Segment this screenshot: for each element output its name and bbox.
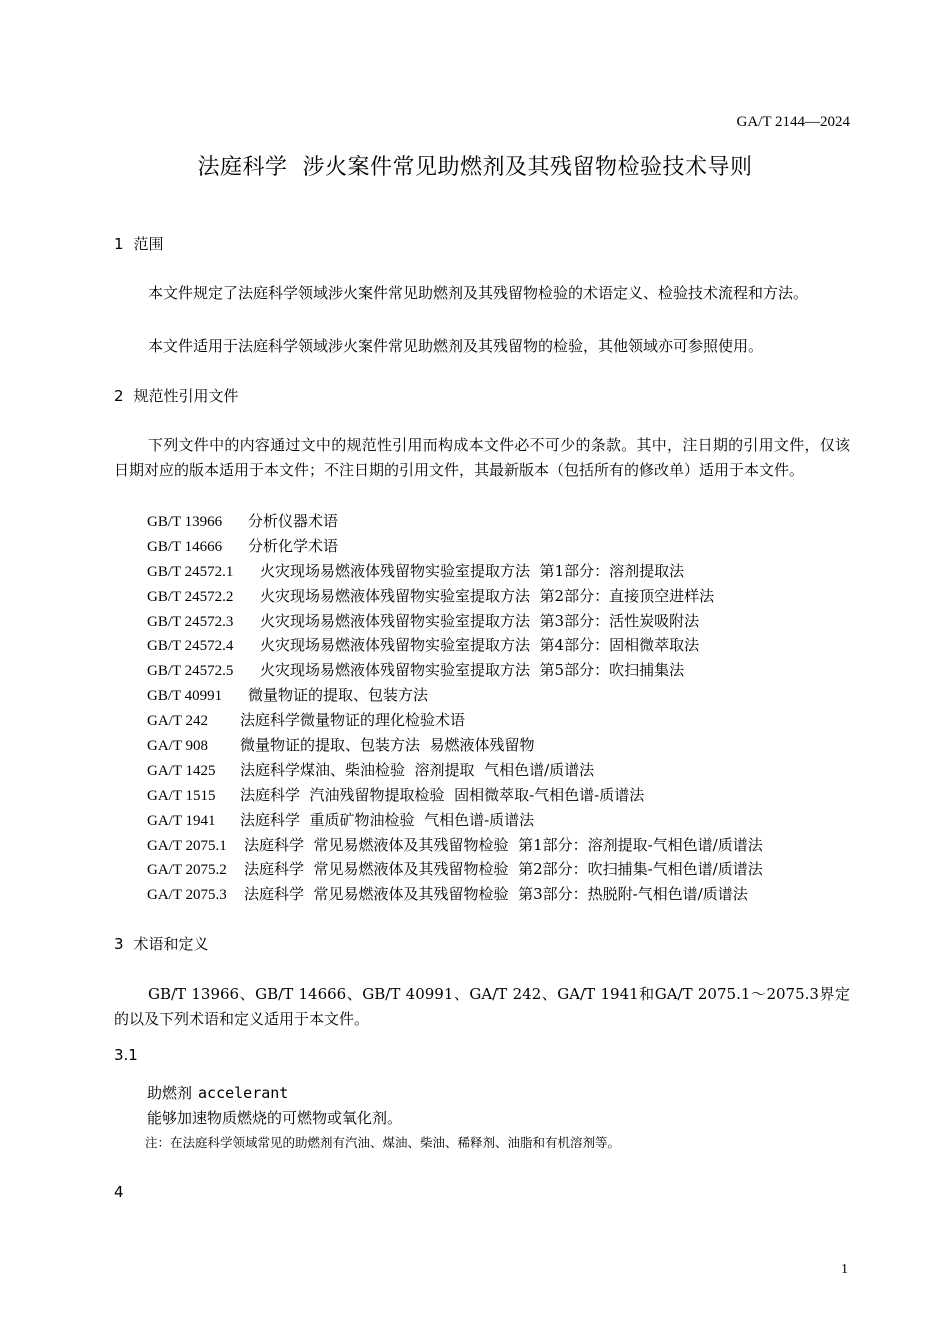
reference-code: GB/T 14666 (147, 538, 223, 555)
section-number: 2 (114, 387, 124, 405)
reference-title: 火灾现场易燃液体残留物实验室提取方法 第2部分：直接顶空进样法 (260, 586, 715, 605)
reference-item (147, 783, 763, 808)
reference-code: GA/T 1515 (147, 787, 216, 804)
reference-title: 法庭科学 常见易燃液体及其残留物检验 第3部分：热脱附-气相色谱/质谱法 (244, 885, 748, 904)
page-number: 1 (841, 1262, 848, 1277)
section-3-intro: GB/T 13966、GB/T 14666、GB/T 40991、GA/T 242、GA/T 1941和GA/T 2075.1～2075.3界定的以及下列术语和定义适用于本文件。 (114, 985, 850, 1028)
reference-item (147, 733, 763, 758)
section-number: 3 (114, 935, 124, 953)
reference-title: 火灾现场易燃液体残留物实验室提取方法 第1部分：溶剂提取法 (260, 561, 685, 580)
reference-code: GA/T 1425 (147, 762, 216, 779)
reference-title: 法庭科学微量物证的理化检验术语 (240, 711, 466, 730)
section-title: 规范性引用文件 (133, 387, 239, 405)
section-title: 范围 (133, 235, 164, 253)
reference-title: 分析仪器术语 (248, 512, 339, 530)
reference-item (147, 633, 763, 658)
section-3-heading (114, 933, 209, 954)
reference-item (147, 534, 763, 559)
reference-code: GB/T 24572.3 (147, 613, 234, 630)
reference-title: 火灾现场易燃液体残留物实验室提取方法 第5部分：吹扫捕集法 (260, 661, 685, 680)
term-entry (147, 1082, 288, 1103)
section-2-heading (114, 385, 239, 406)
reference-code: GA/T 2075.2 (147, 862, 227, 879)
reference-item (147, 758, 763, 783)
reference-code: GB/T 24572.1 (147, 563, 234, 580)
reference-item (147, 683, 763, 708)
reference-title: 法庭科学 常见易燃液体及其残留物检验 第1部分：溶剂提取-气相色谱/质谱法 (244, 835, 763, 854)
reference-item (147, 708, 763, 733)
term-definition: 能够加速物质燃烧的可燃物或氧化剂。 (147, 1109, 403, 1127)
reference-title: 微量物证的提取、包装方法 易燃液体残留物 (240, 736, 535, 755)
reference-code: GA/T 2075.1 (147, 837, 227, 854)
subsection-3-1-number: 3.1 (114, 1046, 138, 1064)
section-2-intro: 下列文件中的内容通过文中的规范性引用而构成本文件必不可少的条款。其中，注日期的引用文件，仅该日期对应的版本适用于本文件；不注日期的引用文件，其最新版本（包括所有的修改单）适用于本文件。 (114, 436, 850, 479)
reference-title: 火灾现场易燃液体残留物实验室提取方法 第3部分：活性炭吸附法 (260, 611, 700, 630)
reference-code: GB/T 24572.4 (147, 638, 234, 655)
note-label: 注： (145, 1135, 171, 1150)
reference-item (147, 609, 763, 634)
reference-title: 法庭科学 常见易燃液体及其残留物检验 第2部分：吹扫捕集-气相色谱/质谱法 (244, 860, 763, 879)
section-1-heading (114, 233, 164, 254)
reference-title: 法庭科学 汽油残留物提取检验 固相微萃取-气相色谱-质谱法 (240, 785, 645, 804)
section-number: 1 (114, 235, 124, 253)
standard-code: GA/T 2144—2024 (736, 114, 850, 130)
reference-code: GA/T 2075.3 (147, 887, 227, 904)
reference-code: GB/T 24572.2 (147, 588, 234, 605)
reference-title: 法庭科学煤油、柴油检验 溶剂提取 气相色谱/质谱法 (240, 760, 595, 779)
term-english: accelerant (198, 1084, 289, 1102)
section-title: 术语和定义 (133, 935, 209, 953)
reference-code: GA/T 1941 (147, 812, 216, 829)
reference-title: 微量物证的提取、包装方法 (248, 686, 429, 705)
term-note (145, 1133, 620, 1151)
reference-code: GB/T 40991 (147, 688, 223, 705)
reference-item (147, 559, 763, 584)
note-text: 在法庭科学领域常见的助燃剂有汽油、煤油、柴油、稀释剂、油脂和有机溶剂等。 (170, 1135, 621, 1150)
reference-item (147, 658, 763, 683)
reference-item (147, 584, 763, 609)
reference-code: GA/T 908 (147, 738, 208, 755)
term-chinese: 助燃剂 (147, 1084, 193, 1102)
reference-code: GB/T 13966 (147, 514, 223, 530)
reference-item (147, 833, 763, 858)
reference-title: 法庭科学 重质矿物油检验 气相色谱-质谱法 (240, 810, 535, 829)
reference-title: 分析化学术语 (248, 536, 339, 555)
reference-item (147, 882, 763, 907)
reference-code: GA/T 242 (147, 713, 208, 730)
document-title: 法庭科学 涉火案件常见助燃剂及其残留物检验技术导则 (197, 155, 753, 180)
reference-code: GB/T 24572.5 (147, 663, 234, 680)
reference-item (147, 857, 763, 882)
section-1-paragraph-2: 本文件适用于法庭科学领域涉火案件常见助燃剂及其残留物的检验，其他领域亦可参照使用。 (148, 337, 764, 355)
section-4-heading: 4 (114, 1183, 124, 1201)
reference-item (147, 808, 763, 833)
normative-references-list (147, 509, 763, 907)
section-1-paragraph-1: 本文件规定了法庭科学领域涉火案件常见助燃剂及其残留物检验的术语定义、检验技术流程和方法。 (148, 284, 809, 302)
reference-item (147, 509, 763, 534)
reference-title: 火灾现场易燃液体残留物实验室提取方法 第4部分：固相微萃取法 (260, 636, 700, 655)
